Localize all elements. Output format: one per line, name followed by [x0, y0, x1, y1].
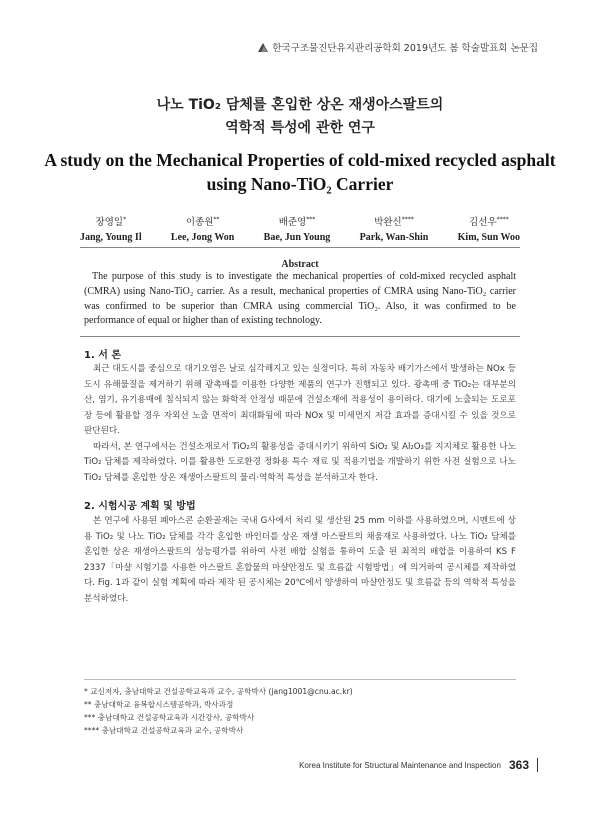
author-mark: ***	[306, 216, 316, 223]
author-name-ko: 이종원	[185, 217, 214, 229]
korean-title	[0, 94, 600, 140]
author-name-en: Park, Wan-Shin	[359, 232, 429, 244]
author-name-ko: 김선우	[469, 217, 497, 229]
korean-title-line2: 역학적 특성에 관한 연구	[225, 120, 375, 136]
author	[264, 212, 331, 245]
footnote: *** 충남대학교 건설공학교육과 시간강사, 공학박사	[84, 713, 255, 722]
abstract-top-rule	[80, 247, 520, 248]
author	[171, 212, 234, 245]
footnotes	[84, 685, 516, 737]
section-title: 1. 서 론	[84, 350, 122, 361]
author-name-en: Bae, Jun Young	[263, 232, 331, 244]
author-name-en: Lee, Jong Won	[170, 232, 235, 244]
author-mark: ****	[401, 216, 414, 223]
abstract-title: Abstract	[281, 259, 319, 270]
page-footer	[299, 758, 538, 772]
section-title: 2. 시험시공 계획 및 방법	[84, 501, 196, 512]
author	[80, 212, 142, 245]
english-title-line1: A study on the Mechanical Properties of cold-mixed recycled asphalt	[44, 150, 556, 170]
footer-divider	[537, 758, 538, 772]
author-mark: ****	[496, 216, 509, 223]
journal-logo-icon	[258, 42, 268, 52]
footer-institute: Korea Institute for Structural Maintenance and Inspection	[299, 760, 501, 770]
author-name-ko: 장영일	[95, 217, 124, 229]
english-title	[0, 148, 600, 196]
author-name-ko: 배준영	[278, 217, 307, 229]
author-mark: **	[213, 216, 220, 223]
section-body	[84, 514, 516, 607]
paragraph: 따라서, 본 연구에서는 건설소재로서 TiO₂의 활용성을 증대시키기 위하여 SiO₂ 및 Al₂O₃를 지지체로 활용한 나노 TiO₂ 담체를 제작하였다. 이를 활용한 도로환경 정화용 특수 재료 및 적용기법을 개발하기 위한 사전 실험으로 나노 TiO₂ 담체를 혼입한 상온 재생아스팔트의 물리·역학적 특성을 분석하고자 한다.	[84, 441, 516, 483]
author-mark: *	[123, 216, 127, 223]
author	[458, 212, 520, 245]
author	[360, 212, 429, 245]
page-number: 363	[508, 758, 529, 772]
footnote: * 교신저자, 충남대학교 건설공학교육과 교수, 공학박사 (jang1001@cnu.ac.kr)	[84, 687, 353, 696]
footnote: **** 충남대학교 건설공학교육과 교수, 공학박사	[84, 726, 244, 735]
english-title-line2: using Nano-TiO₂ Carrier	[206, 174, 394, 194]
author-name-ko: 박완신	[374, 217, 402, 229]
korean-title-line1: 나노 TiO₂ 담체를 혼입한 상온 재생아스팔트의	[156, 97, 444, 113]
paragraph: 본 연구에 사용된 폐아스콘 순환골재는 국내 G사에서 처리 및 생산된 25 mm 이하를 사용하였으며, 시멘트에 상용 TiO₂ 및 나노 TiO₂ 담체를 각각 혼입한 바인더를 상온 재생 아스팔트의 채움재로 사용하였다. 나노 TiO₂ 담체를 혼입한 상온 재생아스팔트의 성능평가를 위하여 사전 배합 실험을 통하여 도출 된 최적의 배합을 이용하여 KS F 2337「마샬 시험기를 사용한 아스팔트 혼합물의 마샬안정도 및 흐름값 시험방법」에 의거하여 공시체를 제작하였다. Fig. 1과 같이 실험 계획에 따라 제작 된 공시체는 20℃에서 양생하여 마샬안정도 및 흐름값 등의 역학적 특성을 분석하였다.	[84, 516, 516, 604]
journal-header-text: 한국구조물진단유지관리공학회 2019년도 봄 학술발표회 논문집	[272, 43, 538, 54]
footnote: ** 충남대학교 융복합시스템공학과, 박사과정	[84, 700, 234, 709]
paragraph: 최근 대도시를 중심으로 대기오염은 날로 심각해지고 있는 실정이다. 특히 자동차 배기가스에서 발생하는 NOx 등 도시 유해물질을 제거하기 위해 광촉매를 이용한 다양한 제품의 연구가 진행되고 있다. 광촉매 중 TiO₂는 대부분의 산, 염기, 유기용매에 침식되지 않는 화학적 안정성 때문에 건설소재에 적용성이 용이하다. 대기에 노출되는 도로포장 등에 활용할 경우 자외선 노출 면적이 최대화됨에 따라 NOx 및 미세먼지 저감 효과를 증대시킬 수 있을 것으로 판단된다.	[84, 364, 516, 436]
author-list	[80, 212, 520, 245]
footnote-rule	[84, 679, 516, 680]
author-name-en: Kim, Sun Woo	[457, 232, 520, 244]
journal-header	[258, 40, 538, 54]
abstract-bottom-rule	[80, 336, 520, 337]
abstract-body: The purpose of this study is to investigate the mechanical properties of cold-mixed recycled asphalt (CMRA) using Nano-TiO₂ carrier. As a result, mechanical properties of CMRA using Nano-TiO₂ carrier was confirmed to be superior than CMRA using commercial TiO₂. Also, it was confirmed to be performance of equal or higher than of existing technology.	[84, 271, 516, 327]
section-body	[84, 362, 516, 486]
author-name-en: Jang, Young Il	[80, 232, 142, 244]
